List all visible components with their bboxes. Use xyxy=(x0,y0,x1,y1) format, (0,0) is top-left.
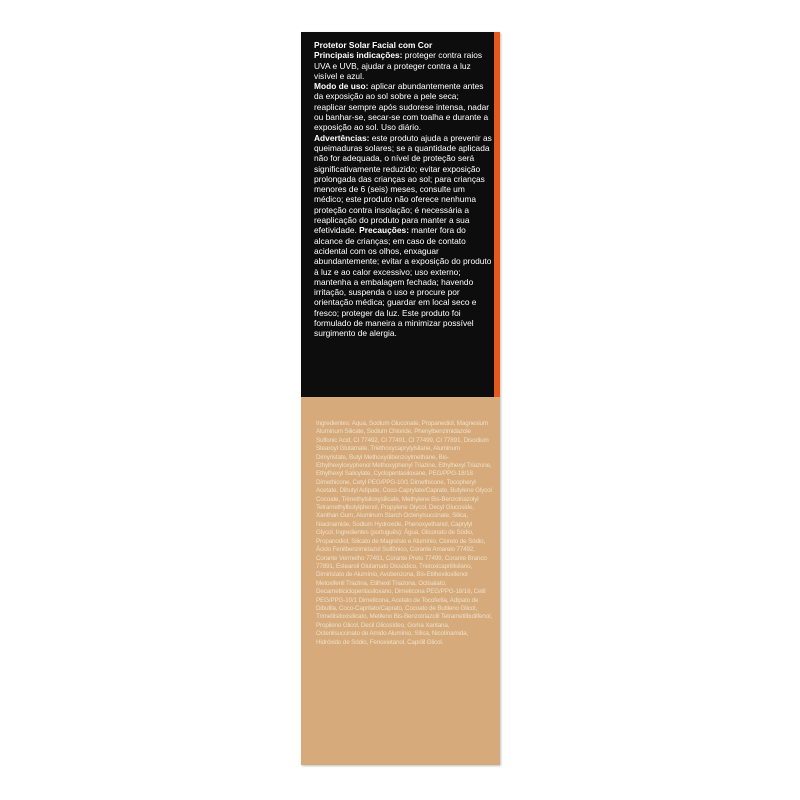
ingredients-text: Ingredientes: Aqua, Sodium Gluconate, Propanediol, Magnesium Aluminum Silicate, Sodium Chloride, Phenylbenzimidazole Sulfonic Acid, CI 77492, CI 77491, CI 77499, CI 77891, Disodium Stearoyl Glutamate, Triethoxycaprylylsilane, Aluminum Dimyristate, Butyl Methoxydibenzoylmethane, Bis-Ethylhexyloxyphenol Methoxyphenyl Triazine, Ethylhexyl Triazone, Ethylhexyl Salicylate, Cyclopentasiloxane, PEG/PPG-18/18 Dimethicone, Cetyl PEG/PPG-10/1 Dimethicone, Tocopheryl Acetate, Dibutyl Adipate, Coco-Caprylate/Caprate, Butylene Glycol Cocoate, Trimethylsiloxysilicate, Methylene Bis-Benzotriazolyl Tetramethylbutylphenol, Propylene Glycol, Decyl Glucoside, Xanthan Gum, Aluminum Starch Octenylsuccinate, Silica, Niacinamide, Sodium Hydroxide, Phenoxyethanol, Caprylyl Glycol. Ingredientes (português): Água, Gliconato de Sódio, Propanodiol, Silicato de Magnésio e Alumínio, Cloreto de Sódio, Ácido Fenilbenzimidazol Sulfônico, Corante Amarelo 77492, Corante Vermelho 77491, Corante Preto 77499, Corante Branco 77891, Estearoil Glutamato Dissódico, Trietoxicaprililsilano, Dimiristato de Alumínio, Avobenzona, Bis-Etilhexiloxifenol Metoxifenil Triazina, Etilhexil Triazona, Octisalato, Decametilciclopentasiloxano, Dimeticona PEG/PPG-18/18, Cetil PEG/PPG-10/1 Dimeticona, Acetato de Tocoferila, Adipato de Dibutila, Coco-Caprilato/Caprato, Cocoato de Butileno Glicol, Trimetilsiloxisilicato, Metileno Bis-Benzotriazolil Tetrametilbutilfenol, Propileno Glicol, Decil Glicosídeo, Goma Xantana, Octenilsuccinato de Amido Alumínio, Sílica, Nicotinamida, Hidróxido de Sódio, Fenoxietanol, Caprilil Glicol. xyxy=(316,420,492,646)
precaucoes-heading: Precauções: xyxy=(359,225,409,236)
advertencias-heading: Advertências: xyxy=(314,132,370,143)
accent-strip xyxy=(494,32,500,397)
product-title: Protetor Solar Facial com Cor xyxy=(314,40,433,50)
product-box-side-panel xyxy=(301,32,500,765)
indicacoes-text: proteger contra raios UVA e UVB, ajudar a proteger contra a luz visível e azul. xyxy=(314,50,483,81)
precaucoes-text: manter fora do alcance de crianças; em caso de contato acidental com os olhos, enxaguar abundantemente; evitar a exposição do produto à luz e ao calor excessivo; uso externo; mantenha a embalagem fechada; havendo irritação, suspenda o uso e procure por orientação médica; guardar em local seco e fresco; proteger da luz. Este produto foi formulado de maneira a minimizar possível surgimento de alergia. xyxy=(314,225,492,339)
modo-de-uso-text: aplicar abundantemente antes da exposição ao sol sobre a pele seca; reaplicar sempre após sudorese intensa, nadar ou banhar-se, secar-se com toalha e durante a exposição ao sol. Uso diário. xyxy=(314,81,490,133)
modo-de-uso-heading: Modo de uso: xyxy=(314,81,369,92)
advertencias-text: este produto ajuda a prevenir as queimaduras solares; se a quantidade aplicada não for adequada, o nível de proteção será significativamente reduzido; evitar exposição prolongada das crianças ao sol; para crianças menores de 6 (seis) meses, consulte um médico; este produto não oferece nenhuma proteção contra insolação; é necessária a reaplicação do produto para manter a sua efetividade. xyxy=(314,132,492,236)
indicacoes-heading: Principais indicações: xyxy=(314,50,403,61)
ingredients-panel xyxy=(301,397,500,765)
label-text-block xyxy=(314,40,492,339)
label-black-panel xyxy=(301,32,500,397)
